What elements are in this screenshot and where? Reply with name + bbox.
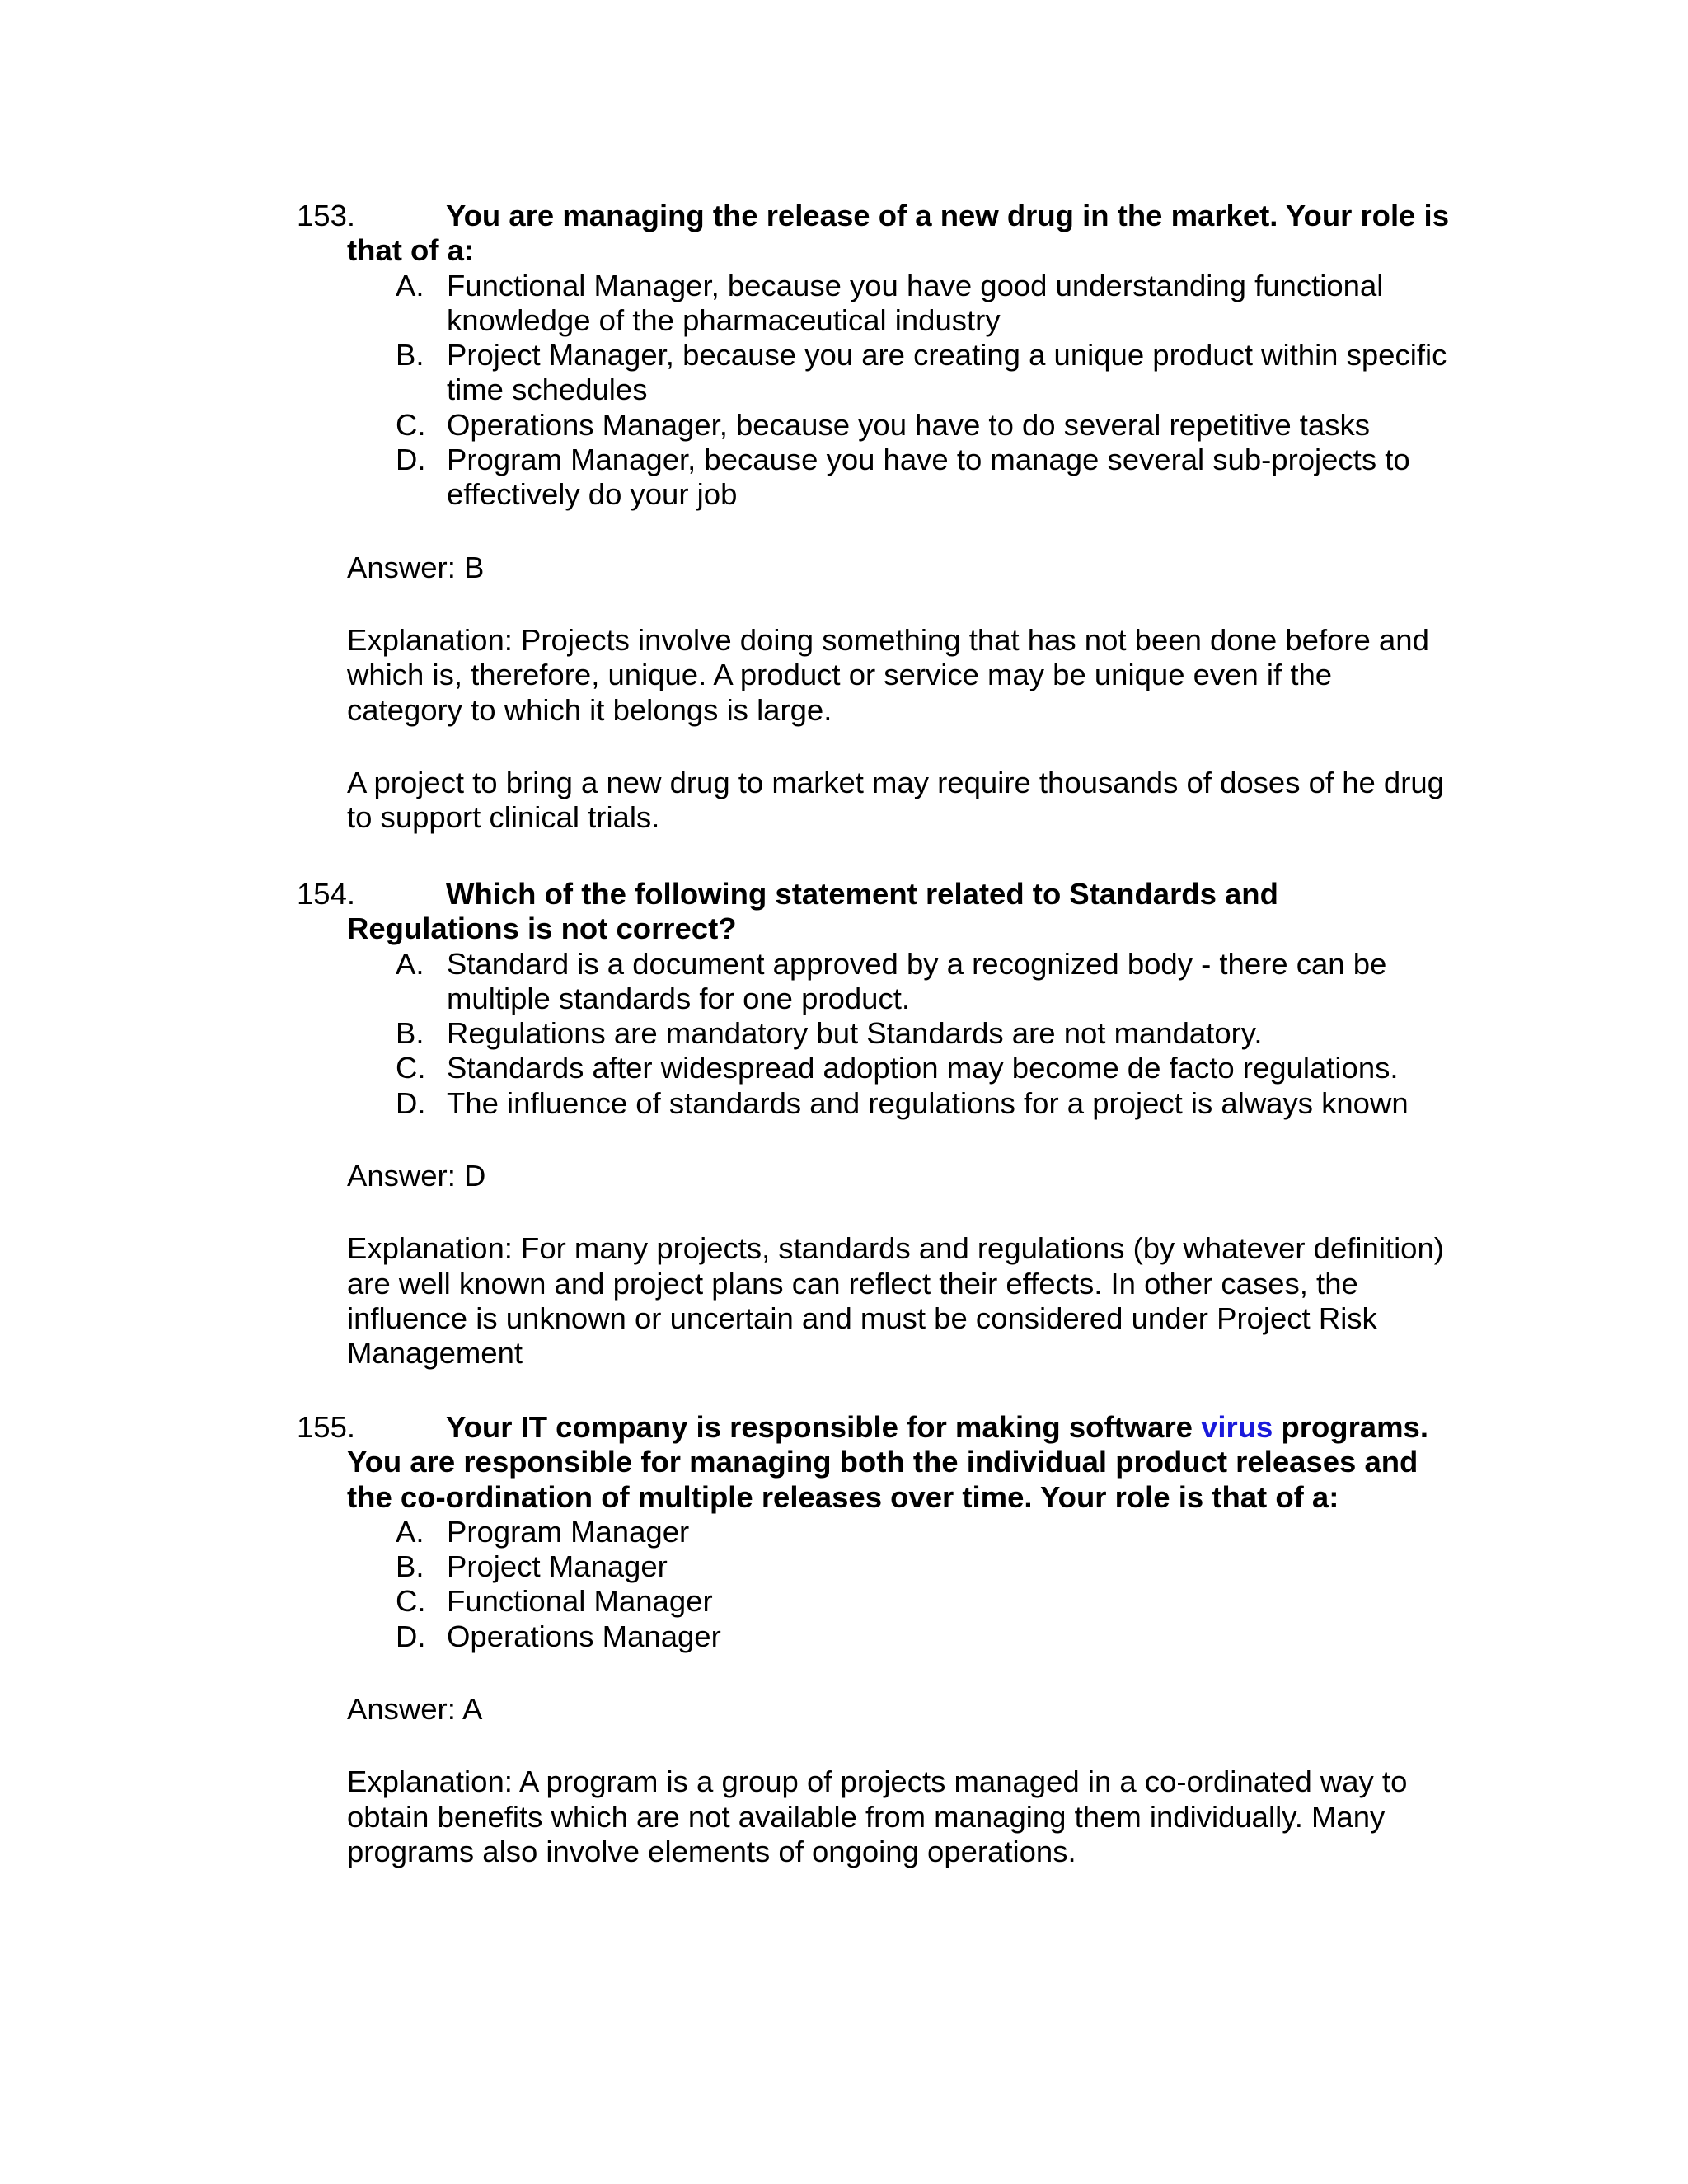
option-d xyxy=(396,1619,1451,1654)
answer-line: Answer: B xyxy=(347,550,485,584)
question-text-start: Your IT company is responsible for making software xyxy=(446,1410,1202,1444)
option-letter: A. xyxy=(396,946,424,981)
option-letter: D. xyxy=(396,1619,426,1653)
virus-link[interactable]: virus xyxy=(1201,1410,1273,1444)
question-text: You are managing the release of a new drug in the market. Your role is that of a: xyxy=(347,199,1449,268)
explanation-paragraph: A project to bring a new drug to market may require thousands of doses of he drug to support clinical trials. xyxy=(347,765,1444,835)
question-154 xyxy=(297,877,1451,1371)
option-a xyxy=(396,1514,1451,1549)
answer-options xyxy=(297,269,1451,513)
question-header xyxy=(297,1410,1451,1515)
explanation-paragraph: Explanation: A program is a group of projects managed in a co-ordinated way to obtain benefits which are not available from managing them individually. Many programs also involve elements of ongoing operations. xyxy=(347,1765,1408,1868)
option-text: Operations Manager, because you have to do several repetitive tasks xyxy=(447,407,1370,442)
question-text-end: programs. You are responsible for managing both the individual product releases and the co-ordination of multiple releases over time. Your role is that of a: xyxy=(347,1410,1428,1514)
option-letter: B. xyxy=(396,1016,424,1051)
answer-line: Answer: A xyxy=(347,1692,483,1727)
option-text: Operations Manager xyxy=(447,1619,721,1653)
option-text: Program Manager xyxy=(447,1514,690,1549)
question-text xyxy=(347,1410,1451,1515)
option-letter: A. xyxy=(396,1514,424,1549)
option-letter: C. xyxy=(396,1051,426,1085)
question-number: 154. xyxy=(297,877,356,911)
explanation-paragraph: Explanation: For many projects, standards and regulations (by whatever definition) are well known and project plans can reflect their effects. In other cases, the influence is unknown or uncertain and must be considered under Project Risk Management xyxy=(347,1231,1444,1371)
question-number: 155. xyxy=(297,1410,356,1444)
option-letter: D. xyxy=(396,443,426,477)
question-text: Which of the following statement related to Standards and Regulations is not correct? xyxy=(347,877,1278,946)
option-text: The influence of standards and regulations for a project is always known xyxy=(447,1085,1409,1120)
option-d xyxy=(396,1085,1451,1121)
question-number: 153. xyxy=(297,199,356,232)
answer-line: Answer: D xyxy=(347,1159,486,1193)
option-letter: C. xyxy=(396,1584,426,1619)
option-b xyxy=(396,338,1451,408)
question-153 xyxy=(297,199,1451,835)
option-letter: B. xyxy=(396,1549,424,1584)
option-text: Standards after widespread adoption may become de facto regulations. xyxy=(447,1051,1399,1085)
option-c xyxy=(396,1584,1451,1619)
option-letter: D. xyxy=(396,1085,426,1120)
option-a xyxy=(396,946,1451,1017)
question-155 xyxy=(297,1410,1451,1869)
option-text: Project Manager, because you are creating a unique product within specific time schedules xyxy=(447,338,1447,407)
explanation-paragraph: Explanation: Projects involve doing something that has not been done before and which is, therefore, unique. A product or service may be unique even if the category to which it belongs is large. xyxy=(347,622,1429,727)
question-header xyxy=(297,877,1451,947)
option-a xyxy=(396,268,1451,339)
option-text: Standard is a document approved by a recognized body - there can be multiple standards for one product. xyxy=(447,946,1387,1015)
answer-options xyxy=(297,1515,1451,1654)
option-c xyxy=(396,407,1451,443)
option-letter: B. xyxy=(396,338,424,373)
option-text: Functional Manager xyxy=(447,1584,713,1619)
option-text: Regulations are mandatory but Standards are not mandatory. xyxy=(447,1016,1263,1051)
answer-options xyxy=(297,947,1451,1121)
option-d xyxy=(396,443,1451,513)
option-letter: C. xyxy=(396,407,426,442)
option-b xyxy=(396,1549,1451,1584)
option-letter: A. xyxy=(396,268,424,302)
option-b xyxy=(396,1016,1451,1051)
option-c xyxy=(396,1051,1451,1085)
option-text: Functional Manager, because you have good understanding functional knowledge of the pharmaceutical industry xyxy=(447,268,1384,337)
option-text: Program Manager, because you have to manage several sub-projects to effectively do your job xyxy=(447,443,1410,512)
question-header xyxy=(297,199,1451,269)
option-text: Project Manager xyxy=(447,1549,668,1584)
